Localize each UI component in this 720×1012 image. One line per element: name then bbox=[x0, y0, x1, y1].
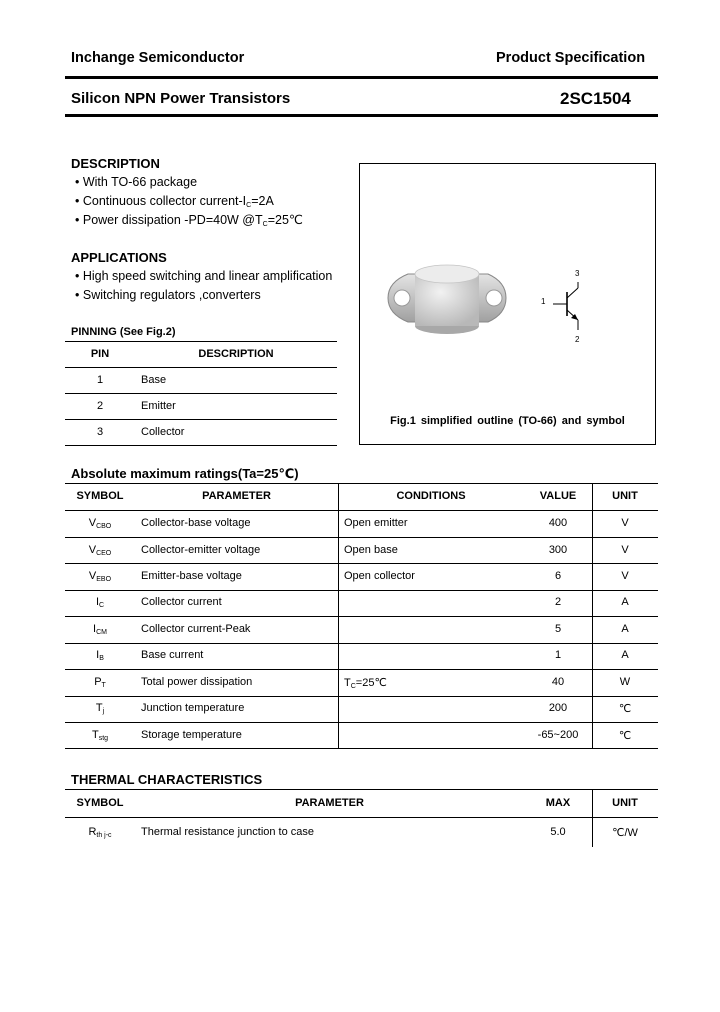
part-number: 2SC1504 bbox=[560, 89, 631, 108]
thermal-table bbox=[65, 789, 658, 847]
thermal-header-parameter: PARAMETER bbox=[295, 797, 364, 809]
abs-max-title: Absolute maximum ratings(Ta=25℃) bbox=[71, 466, 299, 481]
application-item: • High speed switching and linear amplification bbox=[75, 269, 333, 283]
rating-value: 200 bbox=[548, 702, 568, 714]
rating-value: 1 bbox=[554, 649, 562, 661]
abs-max-table bbox=[65, 483, 658, 749]
description-item: • Continuous collector current-$I_C=2A$ bbox=[75, 194, 274, 209]
thermal-max: 5.0 bbox=[550, 826, 566, 838]
abs-max-header-conditions: CONDITIONS bbox=[396, 490, 466, 502]
pin-description: Base bbox=[141, 374, 167, 386]
rating-parameter: Emitter-base voltage bbox=[141, 570, 242, 582]
rating-parameter: Collector current-Peak bbox=[141, 623, 251, 635]
rating-value: 5 bbox=[554, 623, 562, 635]
transistor-symbol bbox=[360, 164, 655, 444]
rating-parameter: Storage temperature bbox=[141, 729, 242, 741]
rating-parameter: Collector-base voltage bbox=[141, 517, 251, 529]
description-item: • Power dissipation -PD=40W $@T_C=25℃$ bbox=[75, 213, 303, 228]
rating-symbol: $I_C$ bbox=[95, 596, 105, 609]
rating-symbol: $T_j$ bbox=[95, 702, 105, 715]
rating-unit: A bbox=[621, 596, 629, 608]
symbol-pin-label: 2 bbox=[575, 335, 580, 344]
rating-condition: $T_C=25℃$ bbox=[344, 677, 387, 690]
rating-symbol: $I_B$ bbox=[96, 649, 104, 662]
rating-symbol: $I_{CM}$ bbox=[93, 623, 107, 636]
figure-caption: Fig.1 simplified outline (TO-66) and symbol bbox=[390, 415, 625, 427]
doc-type: Product Specification bbox=[496, 50, 646, 66]
symbol-pin-label: 3 bbox=[575, 269, 580, 278]
header-rule-bottom bbox=[65, 114, 658, 117]
rating-unit: V bbox=[621, 570, 629, 582]
thermal-symbol: $R_{th j-c}$ bbox=[88, 826, 112, 839]
abs-max-header-unit: UNIT bbox=[612, 490, 638, 502]
rating-value: 40 bbox=[551, 676, 565, 688]
rating-value: 400 bbox=[548, 517, 568, 529]
thermal-header-symbol: SYMBOL bbox=[76, 797, 124, 809]
rating-parameter: Base current bbox=[141, 649, 204, 661]
description-item: • With TO-66 package bbox=[75, 175, 198, 189]
rating-unit: A bbox=[621, 649, 629, 661]
rating-unit: V bbox=[621, 544, 629, 556]
rating-unit: W bbox=[619, 676, 631, 688]
thermal-title: THERMAL CHARACTERISTICS bbox=[71, 772, 263, 787]
rating-parameter: Junction temperature bbox=[141, 702, 245, 714]
pinning-header-description: DESCRIPTION bbox=[198, 348, 274, 360]
thermal-parameter: Thermal resistance junction to case bbox=[141, 826, 315, 838]
rating-unit: V bbox=[621, 517, 629, 529]
rating-unit: ℃ bbox=[618, 703, 632, 715]
thermal-unit: ℃/W bbox=[612, 827, 638, 839]
pin-number: 2 bbox=[96, 400, 104, 412]
rating-symbol: $V_{EBO}$ bbox=[88, 570, 112, 583]
rating-symbol: $V_{CBO}$ bbox=[88, 517, 112, 530]
rating-symbol: $T_{stg}$ bbox=[91, 729, 109, 742]
rating-parameter: Total power dissipation bbox=[141, 676, 253, 688]
company-name: Inchange Semiconductor bbox=[71, 50, 245, 66]
abs-max-header-value: VALUE bbox=[539, 490, 577, 502]
pin-number: 3 bbox=[96, 426, 104, 438]
applications-title: APPLICATIONS bbox=[71, 250, 167, 265]
pin-description: Emitter bbox=[141, 400, 176, 412]
symbol-pin-label: 1 bbox=[541, 297, 546, 306]
rating-unit: ℃ bbox=[618, 730, 632, 742]
rating-value: 300 bbox=[548, 544, 568, 556]
rating-condition: Open base bbox=[344, 544, 398, 556]
product-line: Silicon NPN Power Transistors bbox=[71, 90, 291, 107]
rating-symbol: $P_T$ bbox=[94, 676, 106, 689]
rating-symbol: $V_{CEO}$ bbox=[88, 544, 112, 557]
pin-description: Collector bbox=[141, 426, 185, 438]
pinning-header-pin: PIN bbox=[90, 348, 110, 360]
pin-number: 1 bbox=[96, 374, 104, 386]
rating-condition: Open emitter bbox=[344, 517, 408, 529]
description-title: DESCRIPTION bbox=[71, 156, 160, 171]
thermal-header-unit: UNIT bbox=[612, 797, 638, 809]
rating-parameter: Collector current bbox=[141, 596, 222, 608]
rating-value: -65~200 bbox=[537, 729, 579, 741]
rating-value: 6 bbox=[554, 570, 562, 582]
abs-max-header-parameter: PARAMETER bbox=[202, 490, 271, 502]
thermal-header-max: MAX bbox=[545, 797, 571, 809]
figure-box bbox=[359, 163, 656, 445]
rating-condition: Open collector bbox=[344, 570, 415, 582]
rating-value: 2 bbox=[554, 596, 562, 608]
header-rule-top bbox=[65, 76, 658, 79]
rating-parameter: Collector-emitter voltage bbox=[141, 544, 261, 556]
application-item: • Switching regulators ,converters bbox=[75, 288, 261, 302]
abs-max-header-symbol: SYMBOL bbox=[76, 490, 124, 502]
rating-unit: A bbox=[621, 623, 629, 635]
pinning-title: PINNING (See Fig.2) bbox=[71, 326, 176, 338]
